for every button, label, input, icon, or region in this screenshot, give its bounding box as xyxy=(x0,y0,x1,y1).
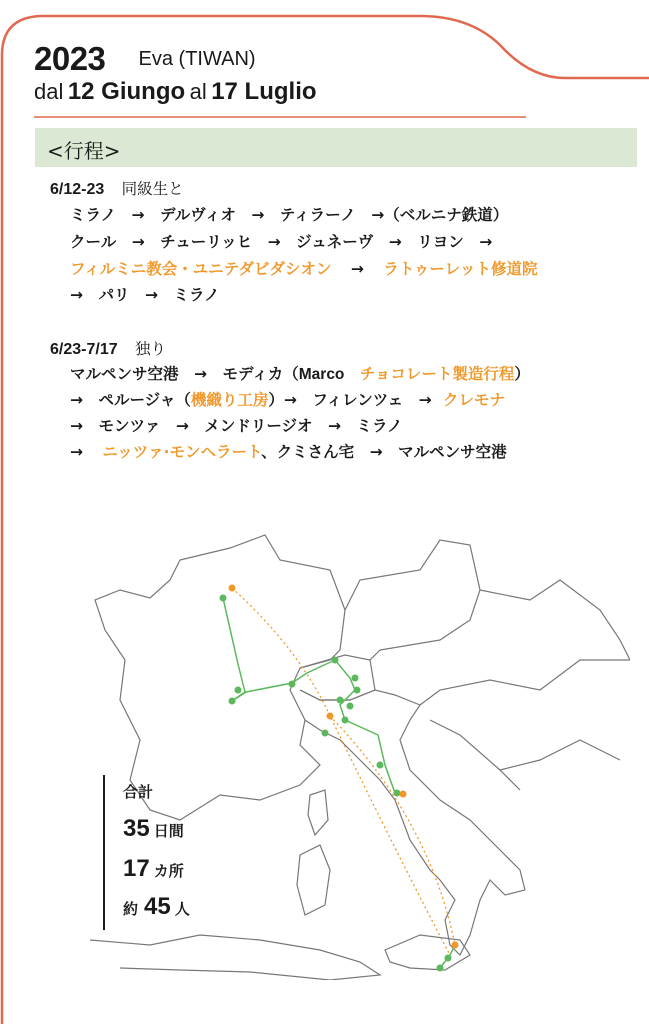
start-date: 12 Giungo xyxy=(67,78,186,105)
leg2-line1: マルペンサ空港 → モディカ（Marco チョコレート製造行程） xyxy=(70,365,530,383)
route-point-green xyxy=(394,790,401,797)
route-point-green xyxy=(235,687,242,694)
route-point-green xyxy=(354,687,361,694)
route-point-orange xyxy=(327,713,334,720)
route-point-green xyxy=(347,703,354,710)
leg1-period: 6/12-23 xyxy=(50,181,105,198)
route-point-green xyxy=(352,675,359,682)
route-point-orange xyxy=(229,585,236,592)
leg2-line2: → ペルージャ（機織り工房）→ フィレンツェ → クレモナ xyxy=(70,391,506,409)
leg2-line3: → モンツァ → メンドリージオ → ミラノ xyxy=(70,417,403,435)
route-point-green xyxy=(377,762,384,769)
leg2-line4: → ニッツァ·モンヘラート、クミさん宅 → マルペンサ空港 xyxy=(70,443,507,461)
leg1-header xyxy=(50,177,184,199)
route-lines xyxy=(223,588,455,968)
route-point-green xyxy=(337,697,344,704)
route-point-green xyxy=(342,717,349,724)
leg1-line1: ミラノ → デルヴィオ → ティラーノ →（ベルニナ鉄道） xyxy=(70,206,509,224)
route-point-green xyxy=(445,955,452,962)
totals-box xyxy=(103,775,245,930)
leg1-line4: → パリ → ミラノ xyxy=(70,286,220,304)
route-point-orange xyxy=(452,942,459,949)
leg2-period: 6/23-7/17 xyxy=(50,341,118,358)
section-title: <行程> xyxy=(47,139,121,163)
total-people: 約 45 人 xyxy=(123,893,190,920)
total-days: 35 日間 xyxy=(123,815,184,842)
flight-route-2 xyxy=(330,716,455,945)
author: Eva (TIWAN) xyxy=(138,48,256,70)
route-point-green xyxy=(289,681,296,688)
leg2-note: 独り xyxy=(135,340,167,358)
leg1-line3: フィルミニ教会・ユニテダビダシオン → ラトゥーレット修道院 xyxy=(70,260,538,278)
end-date: 17 Luglio xyxy=(211,78,317,105)
route-point-green xyxy=(332,657,339,664)
itinerary-section-bar xyxy=(35,128,637,167)
totals-label: 合計 xyxy=(123,783,154,801)
route-point-green xyxy=(220,595,227,602)
route-point-green xyxy=(322,730,329,737)
leg1-line2: クール → チューリッヒ → ジュネーヴ → リヨン → xyxy=(70,233,493,251)
year: 2023 xyxy=(34,40,106,77)
date-range: dal 12 Giungo al 17 Luglio xyxy=(34,78,317,105)
route-point-orange xyxy=(400,791,407,798)
route-point-green xyxy=(437,965,444,972)
leg2-header xyxy=(50,337,166,359)
leg1-note: 同級生と xyxy=(121,180,184,198)
total-places: 17 カ所 xyxy=(123,855,184,882)
route-point-green xyxy=(229,698,236,705)
